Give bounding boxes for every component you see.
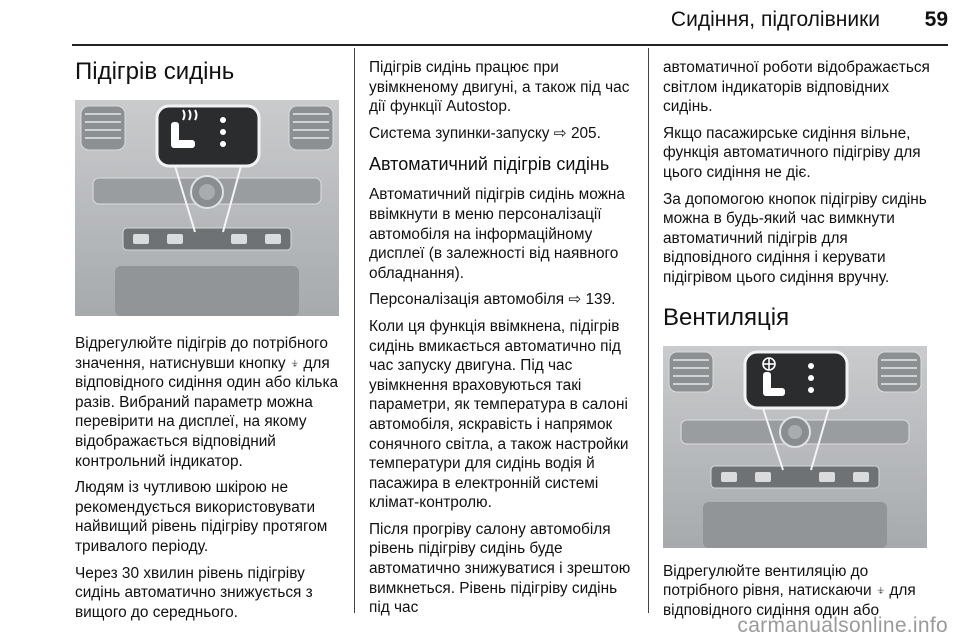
figure-ventilation-buttons [663, 346, 927, 548]
column-divider-2 [648, 48, 649, 613]
paragraph-passenger-seat: Якщо пасажирське сидіння вільне, функція автоматичного підігріву для цього сидіння не діє. [663, 124, 921, 181]
section-heading-seat-heating: Підігрів сидінь [75, 58, 235, 85]
seat-heating-illustration [75, 100, 339, 316]
cross-ref-personalization: Персоналізація автомобіля ⇨ 139. [369, 291, 616, 309]
section-heading-auto-seat-heating: Автоматичний підігрів сидінь [369, 154, 610, 175]
watermark: carmanualsonline.info [737, 614, 948, 637]
paragraph-sensitive-skin: Людям із чутливою шкірою не рекомендується використовувати найвищий рівень підігріву протягом тривалого періоду. [75, 479, 328, 555]
running-header-title: Сидіння, підголівники [670, 8, 880, 31]
page-number: 59 [924, 8, 948, 31]
paragraph-engine-autostop: Підігрів сидінь працює при увімкненому двигуні, а також під час дії функції Autostop. [369, 59, 630, 116]
column-divider-1 [354, 48, 355, 613]
column-2 [369, 58, 637, 625]
ventilation-illustration [663, 346, 927, 548]
paragraph-auto-heating-start: Коли ця функція ввімкнена, підігрів сидінь вмикається автоматично під час запуску двигуна. Під час увімкнення враховуються такі параметри, як температура в салоні автомобіля, яскравість і напрямок сонячного світла, а також настройки температури для сидінь водія й пасажира в електронній системі клімат-контролю. [369, 317, 629, 512]
cross-ref-stop-start: Система зупинки-запуску ⇨ 205. [369, 124, 601, 142]
column-3 [663, 58, 933, 627]
paragraph-adjust-heating: Відрегулюйте підігрів до потрібного значення, натиснувши кнопку ⍖ для відповідного сидіння один або кілька разів. Вибраний параметр можна перевірити на дисплеї, на якому відображається відповідний контрольний індикатор. [75, 335, 339, 470]
figure-seat-heating-buttons [75, 100, 339, 316]
paragraph-after-warmup: Після прогріву салону автомобіля рівень підігріву сидінь буде автоматично знижуватися і зрештою вимкнеться. Рівень підігріву сидінь під час [369, 520, 631, 617]
paragraph-manual-override: За допомогою кнопок підігріву сидінь можна в будь-який час вимкнути автоматичний підігрів для відповідного сидіння і керувати підігрівом цього сидіння вручну. [663, 190, 927, 286]
section-heading-ventilation: Вентиляція [663, 303, 790, 331]
paragraph-adjust-ventilation: Відрегулюйте вентиляцію до потрібного рівня, натискаючи ⍖ для відповідного сидіння один або [663, 562, 916, 619]
column-1 [75, 46, 345, 629]
paragraph-indicators: автоматичної роботи відображається світлом індикаторів відповідних сидінь. [663, 59, 930, 116]
paragraph-auto-heating-menu: Автоматичний підігрів сидінь можна ввімкнути в меню персоналізації автомобіля на інформаційному дисплеї (в залежності від наявного обладнання). [369, 186, 625, 282]
paragraph-30-minutes: Через 30 хвилин рівень підігріву сидінь автоматично знижується з вищого до середнього. [75, 564, 313, 621]
